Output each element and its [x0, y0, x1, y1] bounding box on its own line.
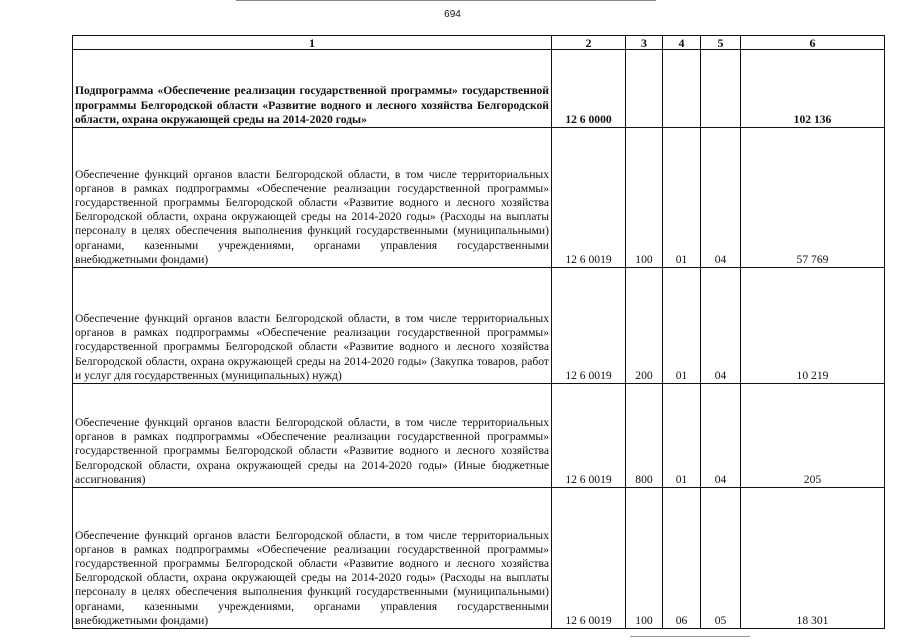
row-code: 12 6 0019	[552, 384, 626, 488]
table-row-subprogram	[73, 50, 885, 128]
budget-table	[72, 35, 885, 629]
header-col-2: 2	[552, 36, 626, 50]
row-col-5	[701, 50, 741, 128]
row-col-4	[663, 50, 701, 128]
row-amount: 205	[741, 384, 885, 488]
row-description: Обеспечение функций органов власти Белгородской области, в том числе территориальных органов в рамках подпрограммы «Обеспечение реализации государственной программы» государственной программы Белгородской области «Развитие водного и лесного хозяйства Белгородской области, охрана окружающей среды на 2014-2020 годы» (Закупка товаров, работ и услуг для государственных (муниципальных) нужд)	[73, 268, 552, 384]
header-col-4: 4	[663, 36, 701, 50]
row-col-3: 100	[626, 488, 663, 629]
header-col-3: 3	[626, 36, 663, 50]
row-col-4: 06	[663, 488, 701, 629]
table-row	[73, 384, 885, 488]
row-code: 12 6 0019	[552, 268, 626, 384]
table-row	[73, 268, 885, 384]
table-row	[73, 128, 885, 268]
scan-bottom-rule	[630, 636, 750, 637]
row-col-3: 200	[626, 268, 663, 384]
row-code: 12 6 0019	[552, 488, 626, 629]
row-col-3: 800	[626, 384, 663, 488]
row-col-5: 05	[701, 488, 741, 629]
row-col-5: 04	[701, 384, 741, 488]
row-description: Обеспечение функций органов власти Белгородской области, в том числе территориальных органов в рамках подпрограммы «Обеспечение реализации государственной программы» государственной программы Белгородской области «Развитие водного и лесного хозяйства Белгородской области, охрана окружающей среды на 2014-2020 годы» (Расходы на выплаты персоналу в целях обеспечения выполнения функций государственными (муниципальными) органами, казенными учреждениями, органами управления государственными внебюджетными фондами)	[73, 488, 552, 629]
row-col-4: 01	[663, 384, 701, 488]
row-col-4: 01	[663, 128, 701, 268]
row-amount: 57 769	[741, 128, 885, 268]
row-col-5: 04	[701, 128, 741, 268]
row-amount: 10 219	[741, 268, 885, 384]
row-col-4: 01	[663, 268, 701, 384]
table-header-row	[73, 36, 885, 50]
scan-top-rule	[236, 0, 656, 1]
page-number: 694	[444, 9, 461, 20]
row-amount: 102 136	[741, 50, 885, 128]
row-code: 12 6 0000	[552, 50, 626, 128]
row-amount: 18 301	[741, 488, 885, 629]
header-col-1: 1	[73, 36, 552, 50]
header-col-6: 6	[741, 36, 885, 50]
row-col-3	[626, 50, 663, 128]
row-col-5: 04	[701, 268, 741, 384]
row-description: Подпрограмма «Обеспечение реализации государственной программы» государственной программы Белгородской области «Развитие водного и лесного хозяйства Белгородской области, охрана окружающей среды на 2014-2020 годы»	[73, 50, 552, 128]
header-col-5: 5	[701, 36, 741, 50]
table-row	[73, 488, 885, 629]
row-col-3: 100	[626, 128, 663, 268]
row-description: Обеспечение функций органов власти Белгородской области, в том числе территориальных органов в рамках подпрограммы «Обеспечение реализации государственной программы» государственной программы Белгородской области «Развитие водного и лесного хозяйства Белгородской области, охрана окружающей среды на 2014-2020 годы» (Расходы на выплаты персоналу в целях обеспечения выполнения функций государственными (муниципальными) органами, казенными учреждениями, органами управления государственными внебюджетными фондами)	[73, 128, 552, 268]
row-code: 12 6 0019	[552, 128, 626, 268]
row-description: Обеспечение функций органов власти Белгородской области, в том числе территориальных органов в рамках подпрограммы «Обеспечение реализации государственной программы» государственной программы Белгородской области «Развитие водного и лесного хозяйства Белгородской области, охрана окружающей среды на 2014-2020 годы» (Иные бюджетные ассигнования)	[73, 384, 552, 488]
